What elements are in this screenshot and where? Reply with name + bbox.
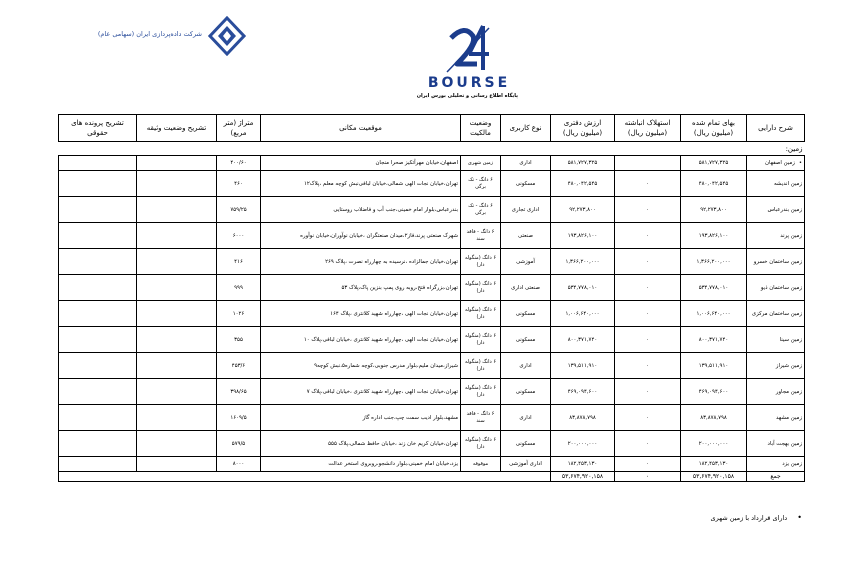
cell-dep: ۰ bbox=[615, 223, 681, 249]
cell-use: آموزشی bbox=[501, 249, 551, 275]
cell-area: ۳۵۵ bbox=[217, 327, 261, 353]
cell-collateral bbox=[137, 379, 217, 405]
cell-legal bbox=[59, 327, 137, 353]
cell-dep: ۰ bbox=[615, 457, 681, 472]
cell-collateral bbox=[137, 171, 217, 197]
cell-collateral bbox=[137, 197, 217, 223]
cell-owner: ۶ دانگ (منگوله دار) bbox=[461, 301, 501, 327]
table-row bbox=[59, 249, 805, 275]
cell-collateral bbox=[137, 353, 217, 379]
header-depreciation: استهلاک انباشته (میلیون ریال) bbox=[615, 115, 681, 142]
cell-area: ۵۷۹/۵ bbox=[217, 431, 261, 457]
cell-location: تهران،خیابان نجات الهی ،چهارراه شهید کلانتری ،پلاک ۱۶۴ bbox=[261, 301, 461, 327]
cell-use: اداری آموزشی bbox=[501, 457, 551, 472]
cell-location: شیراز،میدان ملیم،بلوار مدرس جنوبی،کوچه شماره۵،نبش کوچه۹ bbox=[261, 353, 461, 379]
cell-asset: زمین مجاور bbox=[747, 379, 805, 405]
cell-dep: ۰ bbox=[615, 379, 681, 405]
cell-legal bbox=[59, 223, 137, 249]
cell-asset: زمین سینا bbox=[747, 327, 805, 353]
cell-owner: ۶ دانگ (منگوله دار) bbox=[461, 275, 501, 301]
table-row bbox=[59, 353, 805, 379]
cell-use: اداری bbox=[501, 156, 551, 171]
cell-cost: ۱۸۲,۴۵۳,۱۳۰ bbox=[681, 457, 747, 472]
cell-owner: ۶ دانگ (منگوله دار) bbox=[461, 431, 501, 457]
cell-asset: زمین بهجت آباد bbox=[747, 431, 805, 457]
company-name: شرکت داده‌پردازی ایران (سهامی عام) bbox=[97, 30, 202, 38]
cell-book: ۸۰۰,۳۷۱,۷۴۰ bbox=[551, 327, 615, 353]
cell-dep: ۰ bbox=[615, 171, 681, 197]
cell-collateral bbox=[137, 327, 217, 353]
table-header-row bbox=[59, 115, 805, 142]
table-row bbox=[59, 156, 805, 171]
cell-legal bbox=[59, 457, 137, 472]
cell-location: یزد،خیابان امام خمینی،بلوار دانشجو،روبروی استخر عدالت bbox=[261, 457, 461, 472]
header-location: موقعیت مکانی bbox=[261, 115, 461, 142]
total-dep: ۰ bbox=[615, 472, 681, 482]
cell-book: ۱۸۲,۴۵۳,۱۳۰ bbox=[551, 457, 615, 472]
header-area: متراژ (متر مربع) bbox=[217, 115, 261, 142]
cell-legal bbox=[59, 379, 137, 405]
cell-book: ۲۰۰,۰۰۰,۰۰۰ bbox=[551, 431, 615, 457]
cell-collateral bbox=[137, 275, 217, 301]
cell-asset: زمین یزد bbox=[747, 457, 805, 472]
cell-area: ۴۱۶ bbox=[217, 249, 261, 275]
cell-cost: ۸۰۰,۳۷۱,۷۴۰ bbox=[681, 327, 747, 353]
cell-location: شهرک صنعتی پرند،فاز۲،میدان صنعتگران ،خیابان نوآوران،خیابان نوآوره bbox=[261, 223, 461, 249]
header-collateral: تشریح وضعیت وثیقه bbox=[137, 115, 217, 142]
cell-legal bbox=[59, 197, 137, 223]
cell-dep: ۰ bbox=[615, 431, 681, 457]
cell-owner: ۶ دانگ (منگوله دار) bbox=[461, 249, 501, 275]
cell-use: اداری bbox=[501, 353, 551, 379]
total-cost: ۵۳,۶۷۴,۹۲۰,۱۵۸ bbox=[681, 472, 747, 482]
cell-book: ۴۶۹,۰۹۴,۶۰۰ bbox=[551, 379, 615, 405]
cell-dep: ۰ bbox=[615, 301, 681, 327]
cell-area: ۱۶۰۹/۵ bbox=[217, 405, 261, 431]
cell-dep: ۰ bbox=[615, 275, 681, 301]
cell-owner: ۶ دانگ (منگوله دار) bbox=[461, 327, 501, 353]
header-legal-cases: تشریح پرونده های حقوقی bbox=[59, 115, 137, 142]
cell-cost: ۱,۰۰۶,۶۴۰,۰۰۰ bbox=[681, 301, 747, 327]
cell-location: تهران،خیابان نجات الهی ،چهارراه شهید کلانتری ،خیابان لبافی،پلاک ۷ bbox=[261, 379, 461, 405]
table-row bbox=[59, 275, 805, 301]
cell-legal bbox=[59, 353, 137, 379]
cell-dep: ۰ bbox=[615, 197, 681, 223]
cell-area: ۴۰۰/۶۰ bbox=[217, 156, 261, 171]
total-book: ۵۳,۶۷۴,۹۲۰,۱۵۸ bbox=[551, 472, 615, 482]
cell-use: صنعتی bbox=[501, 223, 551, 249]
bourse-wordmark: BOURSE bbox=[427, 75, 511, 91]
section-title: زمین: bbox=[59, 142, 805, 156]
cell-asset: زمین اندیشه bbox=[747, 171, 805, 197]
table-row bbox=[59, 301, 805, 327]
cell-cost: ۴۸۰,۰۴۲,۵۴۵ bbox=[681, 171, 747, 197]
cell-legal bbox=[59, 431, 137, 457]
cell-book: ۵۸۱,۷۲۷,۳۲۵ bbox=[551, 156, 615, 171]
cell-dep: ۰ bbox=[615, 327, 681, 353]
cell-cost: ۵۳۴,۷۷۸,۰۱۰ bbox=[681, 275, 747, 301]
cell-dep: ۰ bbox=[615, 249, 681, 275]
table-row bbox=[59, 197, 805, 223]
total-label: جمع bbox=[747, 472, 805, 482]
cell-collateral bbox=[137, 156, 217, 171]
company-logo bbox=[90, 16, 260, 56]
cell-area: ۸۰۰۰ bbox=[217, 457, 261, 472]
cell-area: ۴۶۰ bbox=[217, 171, 261, 197]
table-row bbox=[59, 379, 805, 405]
cell-area: ۴۵۳/۶ bbox=[217, 353, 261, 379]
table-row bbox=[59, 171, 805, 197]
section-row bbox=[59, 142, 805, 156]
footnote-bullet: • bbox=[797, 513, 802, 522]
cell-collateral bbox=[137, 431, 217, 457]
cell-area: ۳۹۸/۶۵ bbox=[217, 379, 261, 405]
diamond-logo-icon bbox=[208, 16, 246, 56]
cell-use: اداری تجاری bbox=[501, 197, 551, 223]
table-row bbox=[59, 405, 805, 431]
header-cost: بهای تمام شده (میلیون ریال) bbox=[681, 115, 747, 142]
header-ownership: وضعیت مالکیت bbox=[461, 115, 501, 142]
cell-cost: ۹۲,۲۷۳,۸۰۰ bbox=[681, 197, 747, 223]
cell-book: ۵۳۴,۷۷۸,۰۱۰ bbox=[551, 275, 615, 301]
cell-dep: ۰ bbox=[615, 353, 681, 379]
footnote-text: دارای قرارداد با زمین شهری bbox=[710, 514, 788, 522]
table-row bbox=[59, 457, 805, 472]
cell-location: تهران،خیابان نجات الهی شمالی،خیابان لبافی‌نبش کوچه معلم ،پلاک۱۲ bbox=[261, 171, 461, 197]
cell-cost: ۱,۳۶۶,۲۰۰,۰۰۰ bbox=[681, 249, 747, 275]
cell-asset: زمین بندرعباس bbox=[747, 197, 805, 223]
cell-asset: زمین شیراز bbox=[747, 353, 805, 379]
cell-location: تهران،خیابان جمالزاده ،نرسیده به چهارراه نصرت ،پلاک ۲۶۹ bbox=[261, 249, 461, 275]
cell-book: ۱۳۹,۵۱۱,۹۱۰ bbox=[551, 353, 615, 379]
bourse-24-logo-icon bbox=[443, 22, 493, 74]
cell-book: ۸۳,۸۷۸,۷۹۸ bbox=[551, 405, 615, 431]
total-row bbox=[59, 472, 805, 482]
cell-cost: ۱۳۹,۵۱۱,۹۱۰ bbox=[681, 353, 747, 379]
cell-use: مسکونی bbox=[501, 379, 551, 405]
cell-use: صنعتی اداری bbox=[501, 275, 551, 301]
cell-owner: ۶ دانگ (منگوله دار) bbox=[461, 353, 501, 379]
cell-use: مسکونی bbox=[501, 431, 551, 457]
cell-owner: زمین شهری bbox=[461, 156, 501, 171]
cell-location: مشهد،بلوار ادیب سمت چپ،جنب اداره گاز bbox=[261, 405, 461, 431]
cell-asset: زمین پرند bbox=[747, 223, 805, 249]
cell-cost: ۸۳,۸۷۸,۷۹۸ bbox=[681, 405, 747, 431]
cell-location: تهران،خیابان نجات الهی ،چهارراه شهید کلانتری ،خیابان لبافی،پلاک ۱۰ bbox=[261, 327, 461, 353]
cell-legal bbox=[59, 171, 137, 197]
bourse-logo bbox=[418, 22, 518, 106]
cell-legal bbox=[59, 275, 137, 301]
cell-location: بندرعباس،بلوار امام خمینی،جنب آب و فاضلاب روستایی bbox=[261, 197, 461, 223]
cell-owner: ۶ دانگ - تک برگی bbox=[461, 171, 501, 197]
cell-owner: ۶ دانگ - فاقد سند bbox=[461, 223, 501, 249]
cell-owner: ۶ دانگ (منگوله دار) bbox=[461, 379, 501, 405]
cell-cost: ۱۹۳,۸۲۶,۱۰۰ bbox=[681, 223, 747, 249]
cell-collateral bbox=[137, 223, 217, 249]
cell-legal bbox=[59, 301, 137, 327]
cell-cost: ۴۶۹,۰۹۴,۶۰۰ bbox=[681, 379, 747, 405]
cell-legal bbox=[59, 156, 137, 171]
cell-use: اداری bbox=[501, 405, 551, 431]
cell-cost: ۵۸۱,۷۲۷,۳۲۵ bbox=[681, 156, 747, 171]
cell-collateral bbox=[137, 457, 217, 472]
cell-collateral bbox=[137, 405, 217, 431]
cell-owner: موقوفه bbox=[461, 457, 501, 472]
cell-collateral bbox=[137, 301, 217, 327]
cell-use: مسکونی bbox=[501, 327, 551, 353]
cell-area: ۷۵۹/۲۵ bbox=[217, 197, 261, 223]
table-row bbox=[59, 431, 805, 457]
cell-dep bbox=[615, 156, 681, 171]
cell-area: ۹۹۹ bbox=[217, 275, 261, 301]
cell-owner: ۶ دانگ - تک برگی bbox=[461, 197, 501, 223]
cell-location: اصفهان،خیابان مهرآتکیز صحرا منجان bbox=[261, 156, 461, 171]
bourse-subtitle: پایگاه اطلاع رسانی و تحلیلی بورس ایران bbox=[416, 93, 518, 99]
cell-asset: زمین ساختمان مرکزی bbox=[747, 301, 805, 327]
land-assets-table bbox=[58, 114, 805, 482]
cell-book: ۱,۳۶۶,۲۰۰,۰۰۰ bbox=[551, 249, 615, 275]
cell-book: ۱۹۳,۸۲۶,۱۰۰ bbox=[551, 223, 615, 249]
row-bullet: • bbox=[798, 160, 802, 166]
cell-legal bbox=[59, 249, 137, 275]
cell-book: ۹۲,۲۷۳,۸۰۰ bbox=[551, 197, 615, 223]
cell-location: تهران،خیابان کریم خان زند ،خیابان حافظ شمالی،پلاک ۵۵۵ bbox=[261, 431, 461, 457]
cell-asset: زمین اصفهان bbox=[764, 160, 795, 166]
cell-area: ۱۰۲۶ bbox=[217, 301, 261, 327]
cell-dep: ۰ bbox=[615, 405, 681, 431]
cell-legal bbox=[59, 405, 137, 431]
cell-asset: زمین مشهد bbox=[747, 405, 805, 431]
cell-location: تهران،بزرگراه فتح،روبه روی پمپ بنزین پاک،پلاک ۵۳ bbox=[261, 275, 461, 301]
cell-book: ۱,۰۰۶,۶۴۰,۰۰۰ bbox=[551, 301, 615, 327]
header-usage: نوع کاربری bbox=[501, 115, 551, 142]
cell-collateral bbox=[137, 249, 217, 275]
header-book-value: ارزش دفتری (میلیون ریال) bbox=[551, 115, 615, 142]
total-empty bbox=[59, 472, 551, 482]
cell-use: مسکونی bbox=[501, 301, 551, 327]
cell-asset: زمین ساختمان ذیو bbox=[747, 275, 805, 301]
cell-book: ۴۸۰,۰۴۲,۵۴۵ bbox=[551, 171, 615, 197]
cell-asset: زمین ساختمان خسرو bbox=[747, 249, 805, 275]
cell-use: مسکونی bbox=[501, 171, 551, 197]
cell-cost: ۲۰۰,۰۰۰,۰۰۰ bbox=[681, 431, 747, 457]
header-asset: شرح دارایی bbox=[747, 115, 805, 142]
table-row bbox=[59, 327, 805, 353]
table-row bbox=[59, 223, 805, 249]
footnote bbox=[711, 513, 802, 522]
cell-area: ۶۰۰۰ bbox=[217, 223, 261, 249]
cell-owner: ۶ دانگ - فاقد سند bbox=[461, 405, 501, 431]
